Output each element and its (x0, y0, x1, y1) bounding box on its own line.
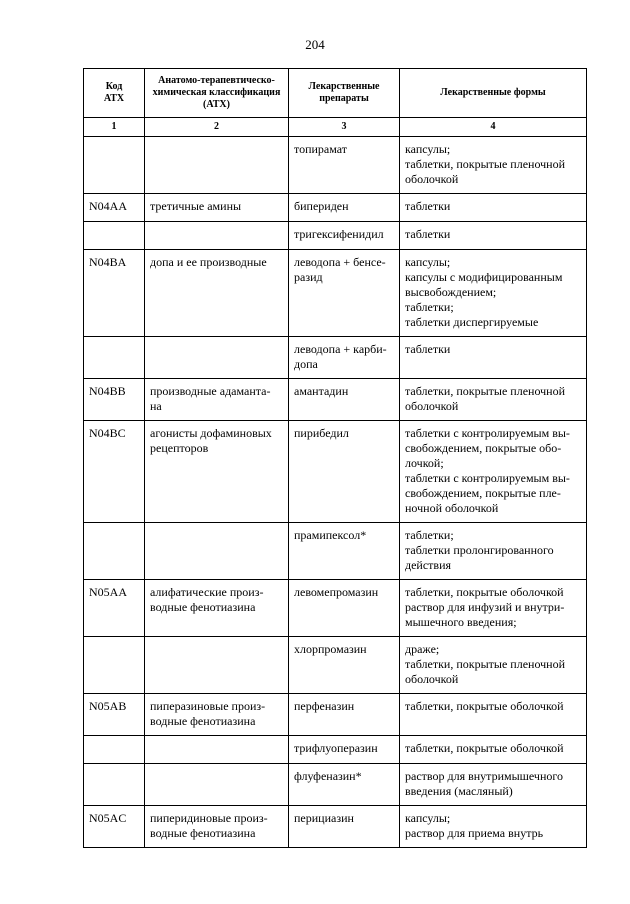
code-cell-text: N05AB (89, 699, 127, 713)
code-cell (84, 421, 145, 523)
header-code: Код АТХ (84, 69, 145, 118)
code-cell-text: N04BC (89, 426, 126, 440)
drug-cell (289, 137, 400, 194)
table-row (84, 421, 587, 523)
table-row (84, 523, 587, 580)
drug-cell-text: перициазин (294, 811, 354, 825)
drug-cell-text: леводопа + карби- допа (294, 342, 387, 371)
drug-cell (289, 764, 400, 806)
code-cell (84, 580, 145, 637)
table-row (84, 637, 587, 694)
drug-cell (289, 222, 400, 250)
code-cell (84, 137, 145, 194)
header-row (84, 69, 587, 118)
forms-cell (400, 250, 587, 337)
column-number: 1 (84, 118, 145, 137)
classification-cell (145, 137, 289, 194)
drug-cell (289, 637, 400, 694)
table-row (84, 379, 587, 421)
forms-cell-text: капсулы; таблетки, покрытые пленочной оболочкой (405, 142, 566, 186)
page-number: 204 (305, 37, 325, 52)
table-row (84, 764, 587, 806)
drug-cell-text: тригексифенидил (294, 227, 384, 241)
forms-cell-text: таблетки; таблетки пролонгированного действия (405, 528, 554, 572)
code-cell (84, 222, 145, 250)
drug-cell-text: бипериден (294, 199, 349, 213)
forms-cell (400, 194, 587, 222)
forms-cell (400, 523, 587, 580)
table-row (84, 137, 587, 194)
forms-cell-text: таблетки с контролируемым вы- свобождением, покрытые обо- лочкой; таблетки с контролируемым вы- свобождением, покрытые пле- ночной оболочкой (405, 426, 570, 515)
classification-cell (145, 580, 289, 637)
forms-cell (400, 637, 587, 694)
forms-cell (400, 337, 587, 379)
code-cell (84, 694, 145, 736)
drug-cell-text: амантадин (294, 384, 349, 398)
classification-cell-text: производные адаманта- на (150, 384, 271, 413)
code-cell (84, 806, 145, 848)
drug-cell (289, 806, 400, 848)
classification-cell (145, 764, 289, 806)
header-forms: Лекарственные формы (400, 69, 587, 118)
drug-cell-text: прамипексол* (294, 528, 367, 542)
drug-cell-text: хлорпромазин (294, 642, 367, 656)
table-row (84, 250, 587, 337)
forms-cell-text: капсулы; раствор для приема внутрь (405, 811, 544, 840)
forms-cell-text: капсулы; капсулы с модифицированным высвобождением; таблетки; таблетки диспергируемые (405, 255, 563, 329)
classification-cell (145, 694, 289, 736)
column-number-row (84, 118, 587, 137)
code-cell (84, 337, 145, 379)
table-body (84, 137, 587, 848)
drug-cell (289, 250, 400, 337)
classification-cell (145, 421, 289, 523)
code-cell-text: N05AC (89, 811, 127, 825)
table-row (84, 736, 587, 764)
forms-cell (400, 222, 587, 250)
classification-cell (145, 337, 289, 379)
forms-cell-text: таблетки (405, 227, 451, 241)
drug-cell (289, 523, 400, 580)
classification-cell (145, 250, 289, 337)
code-cell (84, 194, 145, 222)
forms-cell (400, 764, 587, 806)
classification-cell (145, 806, 289, 848)
forms-cell-text: таблетки, покрытые оболочкой (405, 699, 564, 713)
column-number: 2 (145, 118, 289, 137)
forms-cell-text: драже; таблетки, покрытые пленочной оболочкой (405, 642, 566, 686)
table-row (84, 194, 587, 222)
code-cell (84, 250, 145, 337)
forms-cell-text: таблетки, покрытые пленочной оболочкой (405, 384, 566, 413)
drug-cell (289, 194, 400, 222)
drug-cell-text: перфеназин (294, 699, 355, 713)
drug-cell-text: топирамат (294, 142, 348, 156)
drug-cell-text: левомепромазин (294, 585, 379, 599)
header-drugs: Лекарственные препараты (289, 69, 400, 118)
table-row (84, 580, 587, 637)
classification-cell-text: третичные амины (150, 199, 242, 213)
forms-cell (400, 694, 587, 736)
table-row (84, 222, 587, 250)
header-classification: Анатомо-терапевтическо- химическая классификация (АТХ) (145, 69, 289, 118)
code-cell (84, 764, 145, 806)
forms-cell-text: таблетки (405, 342, 451, 356)
table-row (84, 337, 587, 379)
classification-cell (145, 194, 289, 222)
drug-cell (289, 421, 400, 523)
table-row (84, 806, 587, 848)
table-row (84, 694, 587, 736)
drug-cell-text: трифлуоперазин (294, 741, 378, 755)
classification-cell-text: агонисты дофаминовых рецепторов (150, 426, 272, 455)
forms-cell-text: таблетки, покрытые оболочкой (405, 741, 564, 755)
atc-drug-table (83, 68, 587, 848)
forms-cell (400, 421, 587, 523)
forms-cell (400, 806, 587, 848)
code-cell-text: N04AA (89, 199, 127, 213)
drug-cell (289, 580, 400, 637)
classification-cell (145, 379, 289, 421)
classification-cell-text: допа и ее производные (150, 255, 267, 269)
forms-cell-text: раствор для внутримышечного введения (масляный) (405, 769, 563, 798)
classification-cell-text: пиперазиновые произ- водные фенотиазина (150, 699, 266, 728)
classification-cell (145, 637, 289, 694)
forms-cell-text: таблетки (405, 199, 451, 213)
code-cell (84, 736, 145, 764)
forms-cell-text: таблетки, покрытые оболочкой раствор для инфузий и внутри- мышечного введения; (405, 585, 565, 629)
code-cell (84, 637, 145, 694)
code-cell-text: N04BA (89, 255, 127, 269)
code-cell (84, 523, 145, 580)
classification-cell-text: алифатические произ- водные фенотиазина (150, 585, 264, 614)
drug-cell (289, 694, 400, 736)
drug-cell (289, 337, 400, 379)
code-cell-text: N04BB (89, 384, 126, 398)
column-number: 4 (400, 118, 587, 137)
drug-cell-text: флуфеназин* (294, 769, 362, 783)
forms-cell (400, 379, 587, 421)
column-number: 3 (289, 118, 400, 137)
drug-cell (289, 379, 400, 421)
forms-cell (400, 580, 587, 637)
code-cell (84, 379, 145, 421)
drug-cell-text: леводопа + бенсе- разид (294, 255, 386, 284)
drug-cell (289, 736, 400, 764)
classification-cell (145, 523, 289, 580)
classification-cell (145, 736, 289, 764)
classification-cell (145, 222, 289, 250)
forms-cell (400, 137, 587, 194)
forms-cell (400, 736, 587, 764)
classification-cell-text: пиперидиновые произ- водные фенотиазина (150, 811, 268, 840)
code-cell-text: N05AA (89, 585, 127, 599)
drug-cell-text: пирибедил (294, 426, 349, 440)
